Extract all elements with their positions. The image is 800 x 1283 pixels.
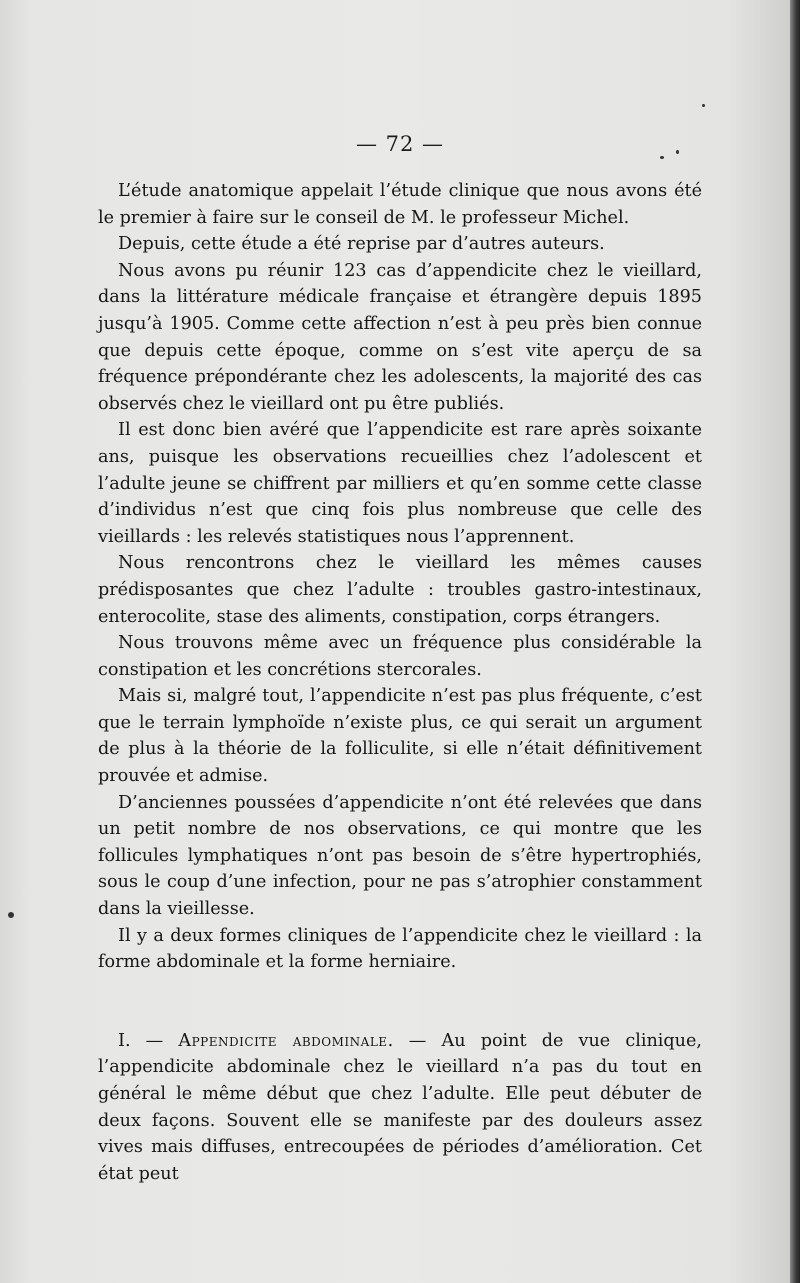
page-number: — 72 —	[355, 132, 445, 156]
body-text	[98, 178, 702, 1187]
paragraph-1: L’étude anatomique appelait l’étude clinique que nous avons été le premier à faire sur le conseil de M. le professeur Michel.	[98, 181, 702, 228]
ink-speck	[702, 104, 705, 107]
section-paragraph	[98, 1028, 702, 1188]
ink-speck	[660, 156, 664, 159]
paragraph-4: Il est donc bien avéré que l’appendicite est rare après soixante ans, puisque les observations recueillies chez l’adolescent et l’adulte jeune se chiffrent par milliers et qu’en somme cette classe d’individus n’est que cinq fois plus nombreuse que celle des vieillards : les relevés statistiques nous l’apprennent.	[98, 420, 702, 547]
page-edge-shadow	[790, 0, 800, 1283]
ink-speck	[8, 912, 14, 918]
section-text: — Au point de vue clinique, l’appendicite abdominale chez le vieillard n’a pas du tout en général le même début que chez l’adulte. Elle peut débuter de deux façons. Souvent elle se manifeste par des douleurs assez vives mais diffuses, entrecoupées de périodes d’amélioration. Cet état peut	[98, 1030, 703, 1184]
paragraph-3: Nous avons pu réunir 123 cas d’appendicite chez le vieillard, dans la littérature médicale française et étrangère depuis 1895 jusqu’à 1905. Comme cette affection n’est à peu près bien connue que depuis cette époque, comme on s’est vite aperçu de sa fréquence prépondérante chez les adolescents, la majorité des cas observés chez le vieillard ont pu être publiés.	[98, 260, 702, 414]
paragraph-7: Mais si, malgré tout, l’appendicite n’est pas plus fréquente, c’est que le terrain lymphoïde n’existe plus, ce qui serait un argument de plus à la théorie de la folliculite, si elle n’était définitivement prouvée et admise.	[98, 686, 702, 787]
paragraph-6: Nous trouvons même avec un fréquence plus considérable la constipation et les concrétions stercorales.	[98, 633, 702, 680]
section-heading: Appendicite abdominale.	[178, 1030, 394, 1051]
ink-speck	[676, 150, 679, 154]
paragraph-2: Depuis, cette étude a été reprise par d’autres auteurs.	[118, 234, 605, 255]
paragraph-5: Nous rencontrons chez le vieillard les mêmes causes prédisposantes que chez l’adulte : troubles gastro-intestinaux, enterocolite, stase des aliments, constipation, corps étrangers.	[98, 553, 702, 627]
paragraph-8: D’anciennes poussées d’appendicite n’ont été relevées que dans un petit nombre de nos observations, ce qui montre que les follicules lymphatiques n’ont pas besoin de s’être hypertrophiés, sous le coup d’une infection, pour ne pas s’atrophier constamment dans la vieillesse.	[98, 792, 702, 920]
paragraph-9: Il y a deux formes cliniques de l’appendicite chez le vieillard : la forme abdominale et la forme herniaire.	[98, 925, 702, 973]
section-number: I. —	[118, 1030, 179, 1051]
